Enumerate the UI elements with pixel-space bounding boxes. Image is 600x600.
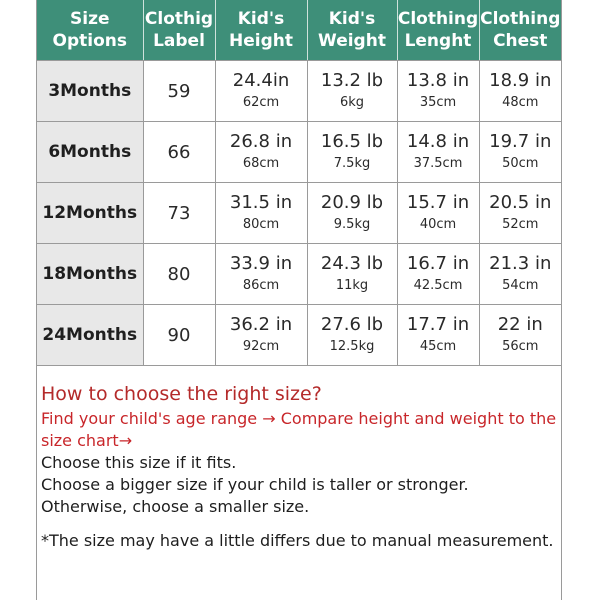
measurement-note: *The size may have a little differs due to manual measurement. [41,531,554,550]
guide-question: How to choose the right size? [41,383,322,405]
height-cell: 33.9 in 86cm [215,244,307,305]
size-option-cell: 3Months [37,61,143,122]
guide-line-smaller: Otherwise, choose a smaller size. [41,497,310,516]
length-cell: 16.7 in 42.5cm [397,244,479,305]
clothing-label-cell: 59 [143,61,215,122]
size-option-cell: 24Months [37,305,143,366]
size-option-cell: 18Months [37,244,143,305]
size-chart-sheet [36,0,562,600]
weight-cell: 20.9 lb 9.5kg [307,183,397,244]
table-row [37,244,561,305]
clothing-label-cell: 80 [143,244,215,305]
height-cell: 31.5 in 80cm [215,183,307,244]
length-cell: 17.7 in 45cm [397,305,479,366]
height-cell: 26.8 in 68cm [215,122,307,183]
clothing-label-cell: 66 [143,122,215,183]
length-cell: 13.8 in 35cm [397,61,479,122]
length-cell: 15.7 in 40cm [397,183,479,244]
header-clothing-chest: Clothing Chest [479,0,561,61]
table-row [37,122,561,183]
weight-cell: 13.2 lb 6kg [307,61,397,122]
chest-cell: 19.7 in 50cm [479,122,561,183]
height-cell: 24.4in 62cm [215,61,307,122]
header-kids-weight: Kid's Weight [307,0,397,61]
table-row [37,61,561,122]
guide-line-fits: Choose this size if it fits. [41,453,237,472]
weight-cell: 16.5 lb 7.5kg [307,122,397,183]
weight-cell: 24.3 lb 11kg [307,244,397,305]
table-row [37,305,561,366]
size-option-cell: 12Months [37,183,143,244]
header-kids-height: Kid's Height [215,0,307,61]
chest-cell: 22 in 56cm [479,305,561,366]
height-cell: 36.2 in 92cm [215,305,307,366]
guide-instruction: Find your child's age range → Compare height and weight to the size chart→ [41,409,557,450]
size-chart-table [37,0,561,366]
clothing-label-cell: 90 [143,305,215,366]
size-option-cell: 6Months [37,122,143,183]
chest-cell: 18.9 in 48cm [479,61,561,122]
guide-line-bigger: Choose a bigger size if your child is taller or stronger. [41,475,469,494]
chest-cell: 21.3 in 54cm [479,244,561,305]
chest-cell: 20.5 in 52cm [479,183,561,244]
table-row [37,183,561,244]
size-guide [41,382,557,552]
clothing-label-cell: 73 [143,183,215,244]
length-cell: 14.8 in 37.5cm [397,122,479,183]
weight-cell: 27.6 lb 12.5kg [307,305,397,366]
header-clothing-length: Clothing Lenght [397,0,479,61]
header-clothing-label: Clothig Label [143,0,215,61]
header-size-options: Size Options [37,0,143,61]
table-header-row [37,0,561,61]
